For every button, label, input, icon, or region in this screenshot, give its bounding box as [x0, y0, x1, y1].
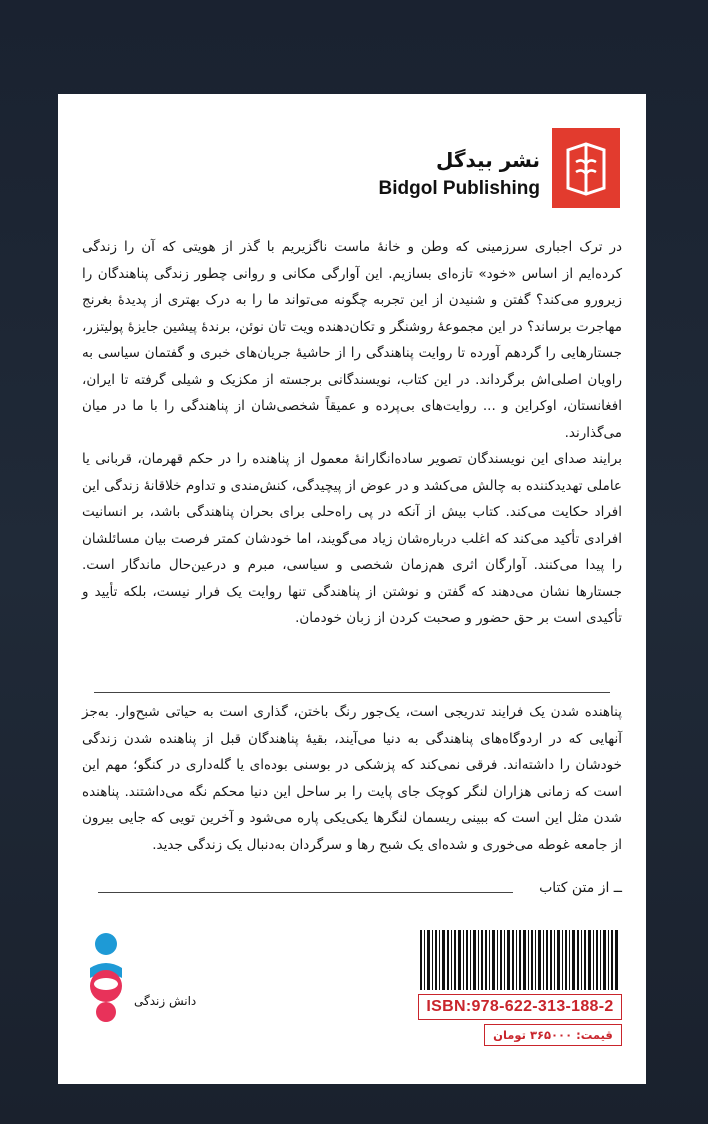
excerpt-source: ــ از متن کتاب — [539, 880, 622, 896]
book-excerpt — [82, 699, 622, 858]
price-label: قیمت: ۳۶۵۰۰۰ تومان — [484, 1024, 622, 1046]
publisher-name-english: Bidgol Publishing — [378, 178, 540, 199]
danesh-zendegi-logo-icon — [86, 932, 126, 1024]
source-rule — [98, 892, 513, 893]
series-label: دانش زندگی — [134, 994, 197, 1008]
publisher-name-persian: نشر بیدگل — [436, 148, 540, 172]
blurb — [82, 234, 622, 632]
section-divider — [94, 692, 610, 693]
barcode-icon — [418, 930, 622, 990]
isbn-label: ISBN:978-622-313-188-2 — [418, 994, 622, 1020]
cover-panel — [58, 94, 646, 1084]
barcode-block — [418, 930, 622, 1048]
excerpt-text: پناهنده شدن یک فرایند تدریجی است، یک‌جور رنگ باختن، گذاری است به حیاتی شبح‌وار. به‌جز آنهایی که در اردوگاه‌های پناهندگی به دنیا می‌آیند، بقیهٔ پناهندگان قبل از پناهنده شدن زندگی خودشان را داشته‌اند. فرقی نمی‌کند که پزشکی در بوسنی بوده‌ای یا گله‌داری در کنگو؛ مهم این است که زمانی هزاران لنگر کوچک جای پایت را بر ساحل این دنیا محکم نگه می‌داشتند. پناهنده شدن مثل این است که ببینی ریسمان لنگرها یکی‌یکی پاره می‌شود و آخرین تویی که جایی بیرون از جامعه غوطه می‌خوری و شده‌ای یک شبح رها و سرگردان به‌دنبال یک زندگی جدید. — [82, 704, 622, 853]
bidgol-logo-icon — [552, 128, 620, 208]
blurb-paragraph-1: در ترک اجباری سرزمینی که وطن و خانهٔ ماست ناگزیریم با گذر از هویتی که آن را زندگی کرده‌ایم از اساس «خود» تازه‌ای بسازیم. این آوارگی مکانی و روانی چطور زندگی پناهندگان را زیرورو می‌کند؟ گفتن و شنیدن از این تجربه چگونه می‌تواند ما را به درک بهتری از پدیدهٔ بغرنج مهاجرت برساند؟ در این مجموعهٔ روشنگر و تکان‌دهنده ویت تان نوئن، برندهٔ پیشین جایزهٔ پولیتزر، جستارهایی را گردهم آورده تا روایت پناهندگی را از حاشیهٔ جریان‌های خبری و گفتمان سیاسی به راویان اصلی‌اش برگرداند. در این کتاب، نویسندگانی برجسته از مکزیک و شیلی گرفته تا ایران، افغانستان، اوکراین و ... روایت‌های بی‌پرده و عمیقاً شخصی‌شان از پناهندگی را با ما در میان می‌گذارند. — [82, 239, 622, 441]
blurb-paragraph-2: برایند صدای این نویسندگان تصویر ساده‌انگارانهٔ معمول از پناهنده را در حکم قهرمان، قربانی یا عاملی تهدیدکننده به چالش می‌کشد و در عوض از پیچیدگی، کنش‌مندی و تداوم خلاقانهٔ زندگی این افراد حکایت می‌کند. کتاب بیش از آنکه در پی راه‌حلی برای بحران پناهندگی باشد، بر انسانیت افرادی تأکید می‌کند که اغلب درباره‌شان زیاد می‌گویند، اما خودشان کمتر فرصت بیان مسائلشان را پیدا می‌کنند. آوارگان اثری هم‌زمان شخصی و سیاسی، مبرم و درعین‌حال ماندگار است. جستارها نشان می‌دهند که گفتن و نوشتن از پناهندگی تنها روایت یک فرار نیست، بلکه تأیید و تأکیدی است بر حق حضور و صحبت کردن از زبان خودمان. — [82, 451, 622, 626]
publisher-header — [320, 128, 620, 208]
